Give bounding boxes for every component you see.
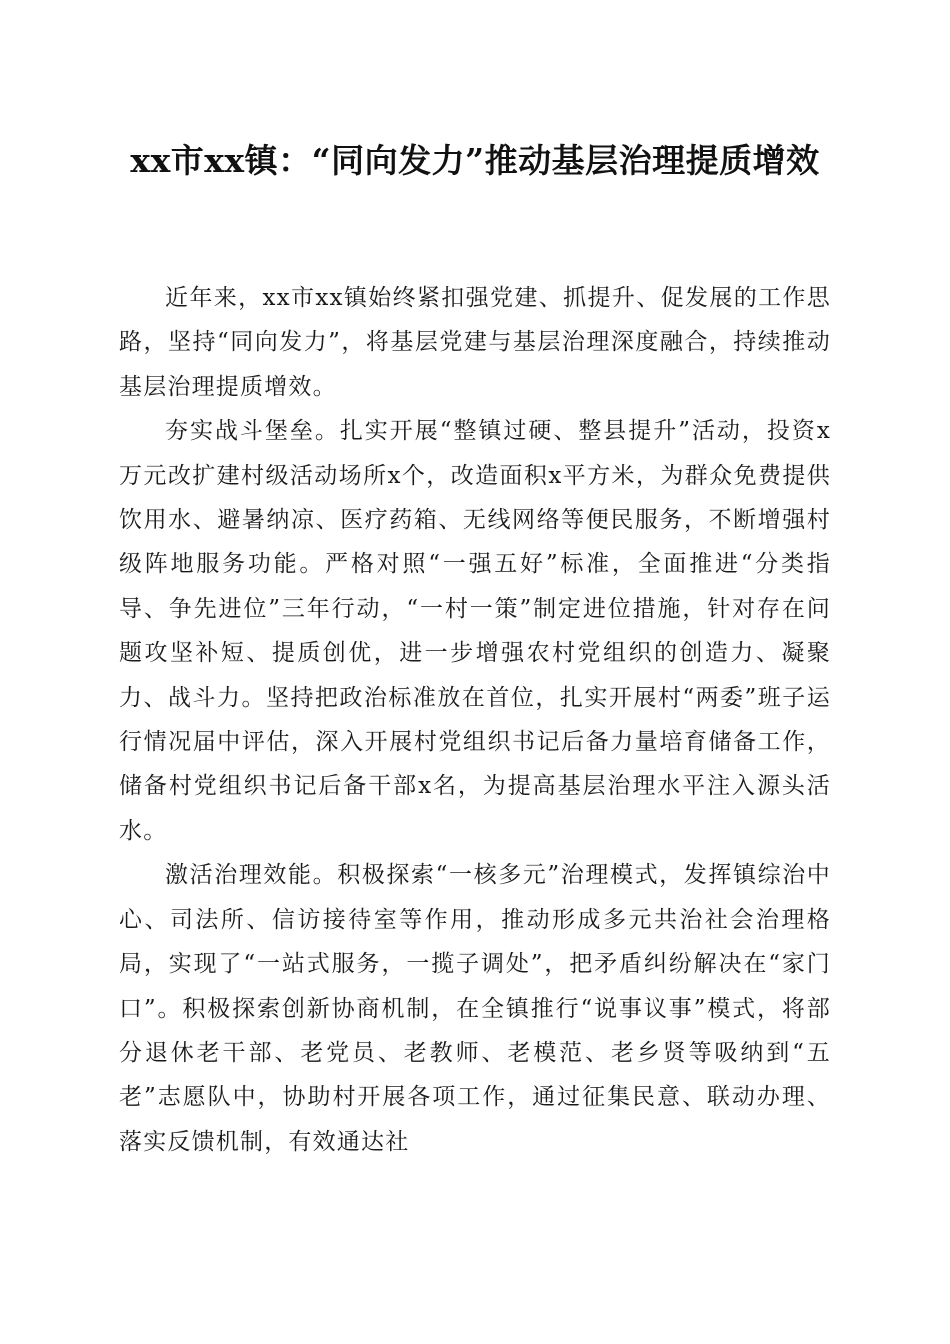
document-title: xx市xx镇：“同向发力”推动基层治理提质增效	[130, 141, 820, 180]
document-body	[119, 276, 831, 1164]
paragraph-governance: 激活治理效能。积极探索“一核多元”治理模式，发挥镇综治中心、司法所、信访接待室等作用，推动形成多元共治社会治理格局，实现了“一站式服务，一揽子调处”，把矛盾纠纷解决在“家门口”。积极探索创新协商机制，在全镇推行“说事议事”模式，将部分退休老干部、老党员、老教师、老模范、老乡贤等吸纳到“五老”志愿队中，协助村开展各项工作，通过征集民意、联动办理、落实反馈机制，有效通达社	[119, 862, 831, 1155]
paragraph-intro: 近年来，xx市xx镇始终紧扣强党建、抓提升、促发展的工作思路，坚持“同向发力”，将基层党建与基层治理深度融合，持续推动基层治理提质增效。	[119, 285, 831, 400]
paragraph-fortress: 夯实战斗堡垒。扎实开展“整镇过硬、整县提升”活动，投资x万元改扩建村级活动场所x个，改造面积x平方米，为群众免费提供饮用水、避暑纳凉、医疗药箱、无线网络等便民服务，不断增强村级阵地服务功能。严格对照“一强五好”标准，全面推进“分类指导、争先进位”三年行动，“一村一策”制定进位措施，针对存在问题攻坚补短、提质创优，进一步增强农村党组织的创造力、凝聚力、战斗力。坚持把政治标准放在首位，扎实开展村“两委”班子运行情况届中评估，深入开展村党组织书记后备力量培育储备工作，储备村党组织书记后备干部x名，为提高基层治理水平注入源头活水。	[119, 418, 831, 844]
